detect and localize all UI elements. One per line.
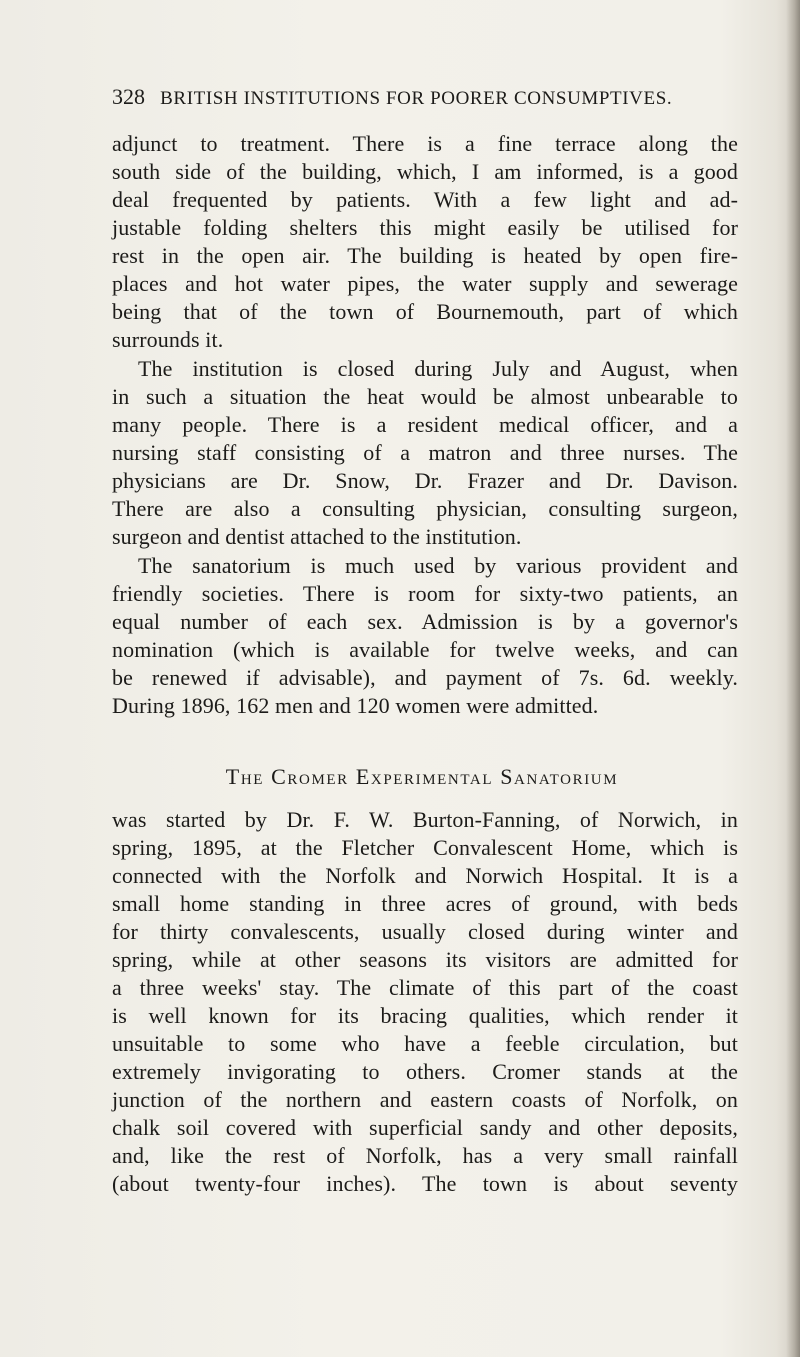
text-line: a three weeks' stay. The climate of this part of the coast bbox=[112, 975, 738, 1000]
text-line: junction of the northern and eastern coasts of Norfolk, on bbox=[112, 1087, 738, 1112]
text-line: The institution is closed during July and August, when bbox=[138, 356, 738, 381]
text-line: and, like the rest of Norfolk, has a very small rainfall bbox=[112, 1143, 738, 1168]
text-line: rest in the open air. The building is heated by open fire- bbox=[112, 243, 738, 268]
running-header bbox=[112, 84, 722, 112]
text-line: deal frequented by patients. With a few light and ad- bbox=[112, 187, 738, 212]
text-line: surrounds it. bbox=[112, 327, 224, 352]
text-line: small home standing in three acres of ground, with beds bbox=[112, 891, 738, 916]
text-line: south side of the building, which, I am informed, is a good bbox=[112, 159, 738, 184]
text-line: nursing staff consisting of a matron and three nurses. The bbox=[112, 440, 738, 465]
section-heading: The Cromer Experimental Sanatorium bbox=[225, 764, 619, 789]
text-line: spring, while at other seasons its visitors are admitted for bbox=[112, 947, 738, 972]
text-line: is well known for its bracing qualities, which render it bbox=[112, 1003, 738, 1028]
running-title: BRITISH INSTITUTIONS FOR POORER CONSUMPTIVES. bbox=[160, 88, 673, 109]
text-line: many people. There is a resident medical officer, and a bbox=[112, 412, 738, 437]
text-line: The sanatorium is much used by various provident and bbox=[138, 553, 738, 578]
text-line: physicians are Dr. Snow, Dr. Frazer and Dr. Davison. bbox=[112, 468, 738, 493]
text-line: chalk soil covered with superficial sandy and other deposits, bbox=[112, 1115, 738, 1140]
text-line: During 1896, 162 men and 120 women were admitted. bbox=[112, 693, 599, 718]
text-line: unsuitable to some who have a feeble circulation, but bbox=[112, 1031, 738, 1056]
text-line: justable folding shelters this might easily be utilised for bbox=[112, 215, 738, 240]
text-line: equal number of each sex. Admission is by a governor's bbox=[112, 609, 738, 634]
text-line: (about twenty-four inches). The town is about seventy bbox=[112, 1171, 738, 1196]
text-line: There are also a consulting physician, consulting surgeon, bbox=[112, 496, 738, 521]
text-line: places and hot water pipes, the water supply and sewerage bbox=[112, 271, 738, 296]
page-number: 328 bbox=[112, 84, 145, 109]
text-line: was started by Dr. F. W. Burton-Fanning, of Norwich, in bbox=[112, 807, 738, 832]
text-line: extremely invigorating to others. Cromer stands at the bbox=[112, 1059, 738, 1084]
text-line: be renewed if advisable), and payment of 7s. 6d. weekly. bbox=[112, 665, 738, 690]
text-line: in such a situation the heat would be almost unbearable to bbox=[112, 384, 738, 409]
page-edge-shadow bbox=[786, 0, 800, 1357]
text-line: being that of the town of Bournemouth, part of which bbox=[112, 299, 738, 324]
text-line: connected with the Norfolk and Norwich Hospital. It is a bbox=[112, 863, 738, 888]
text-line: nomination (which is available for twelve weeks, and can bbox=[112, 637, 738, 662]
text-line: spring, 1895, at the Fletcher Convalescent Home, which is bbox=[112, 835, 738, 860]
text-line: adjunct to treatment. There is a fine terrace along the bbox=[112, 131, 738, 156]
text-line: surgeon and dentist attached to the institution. bbox=[112, 524, 522, 549]
text-line: for thirty convalescents, usually closed during winter and bbox=[112, 919, 738, 944]
text-line: friendly societies. There is room for sixty-two patients, an bbox=[112, 581, 738, 606]
